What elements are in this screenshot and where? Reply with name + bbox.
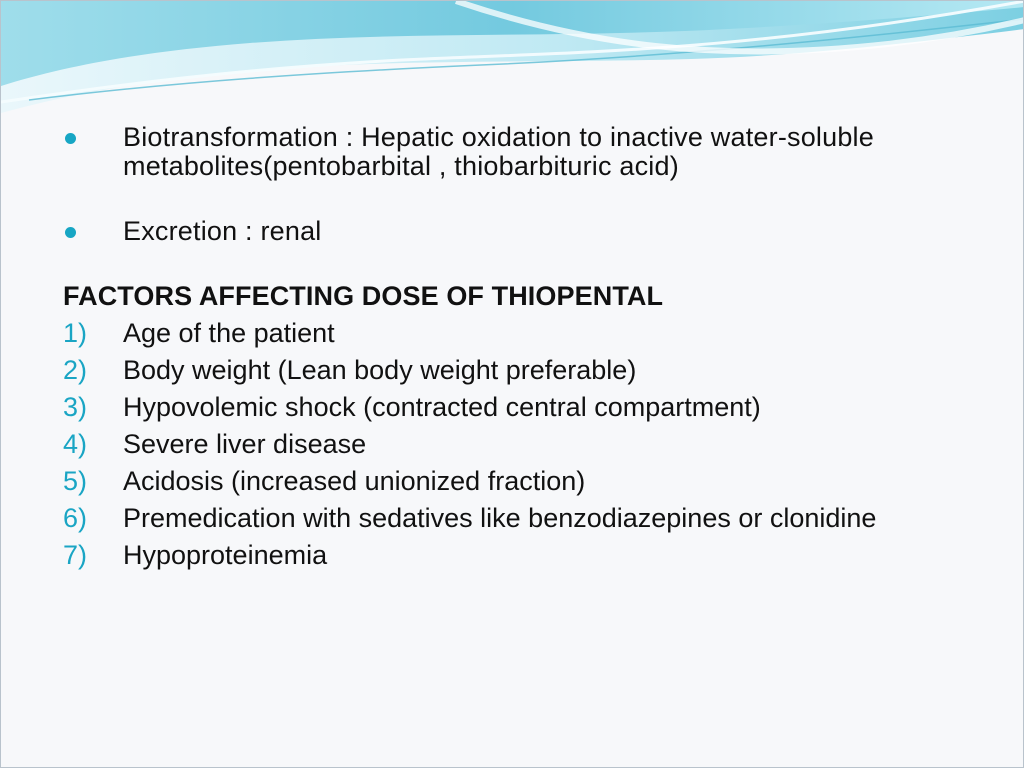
- factor-item-1: [63, 319, 959, 348]
- factor-number: 6): [63, 503, 88, 533]
- factor-item-2: [63, 356, 959, 385]
- factor-item-6: [63, 504, 959, 533]
- section-heading: FACTORS AFFECTING DOSE OF THIOPENTAL: [63, 281, 664, 311]
- slide-content: [63, 119, 963, 578]
- factor-number: 4): [63, 429, 88, 459]
- bullet-biotransformation: [63, 123, 983, 181]
- bullet-excretion: [63, 217, 963, 246]
- factor-number: 1): [63, 318, 88, 348]
- bullet-dot-icon: [65, 227, 76, 238]
- factor-text: Severe liver disease: [123, 429, 367, 459]
- bullet-dot-icon: [65, 133, 76, 144]
- factor-number: 7): [63, 540, 88, 570]
- factor-text: Premedication with sedatives like benzodiazepines or clonidine: [123, 503, 877, 533]
- factors-list: [63, 319, 963, 570]
- factor-text: Hypovolemic shock (contracted central compartment): [123, 392, 761, 422]
- factor-item-5: [63, 467, 959, 496]
- factor-number: 3): [63, 392, 88, 422]
- factor-item-3: [63, 393, 959, 422]
- factor-number: 2): [63, 355, 88, 385]
- bullet-text: Biotransformation : Hepatic oxidation to inactive water-soluble metabolites(pentobarbital , thiobarbituric acid): [123, 122, 874, 181]
- factor-text: Age of the patient: [123, 318, 335, 348]
- factor-item-4: [63, 430, 959, 459]
- factor-text: Hypoproteinemia: [123, 540, 328, 570]
- header-wave-decoration: [1, 1, 1024, 121]
- bullet-text: Excretion : renal: [123, 216, 322, 246]
- factor-text: Body weight (Lean body weight preferable): [123, 355, 637, 385]
- factor-text: Acidosis (increased unionized fraction): [123, 466, 586, 496]
- factor-item-7: [63, 541, 959, 570]
- factor-number: 5): [63, 466, 88, 496]
